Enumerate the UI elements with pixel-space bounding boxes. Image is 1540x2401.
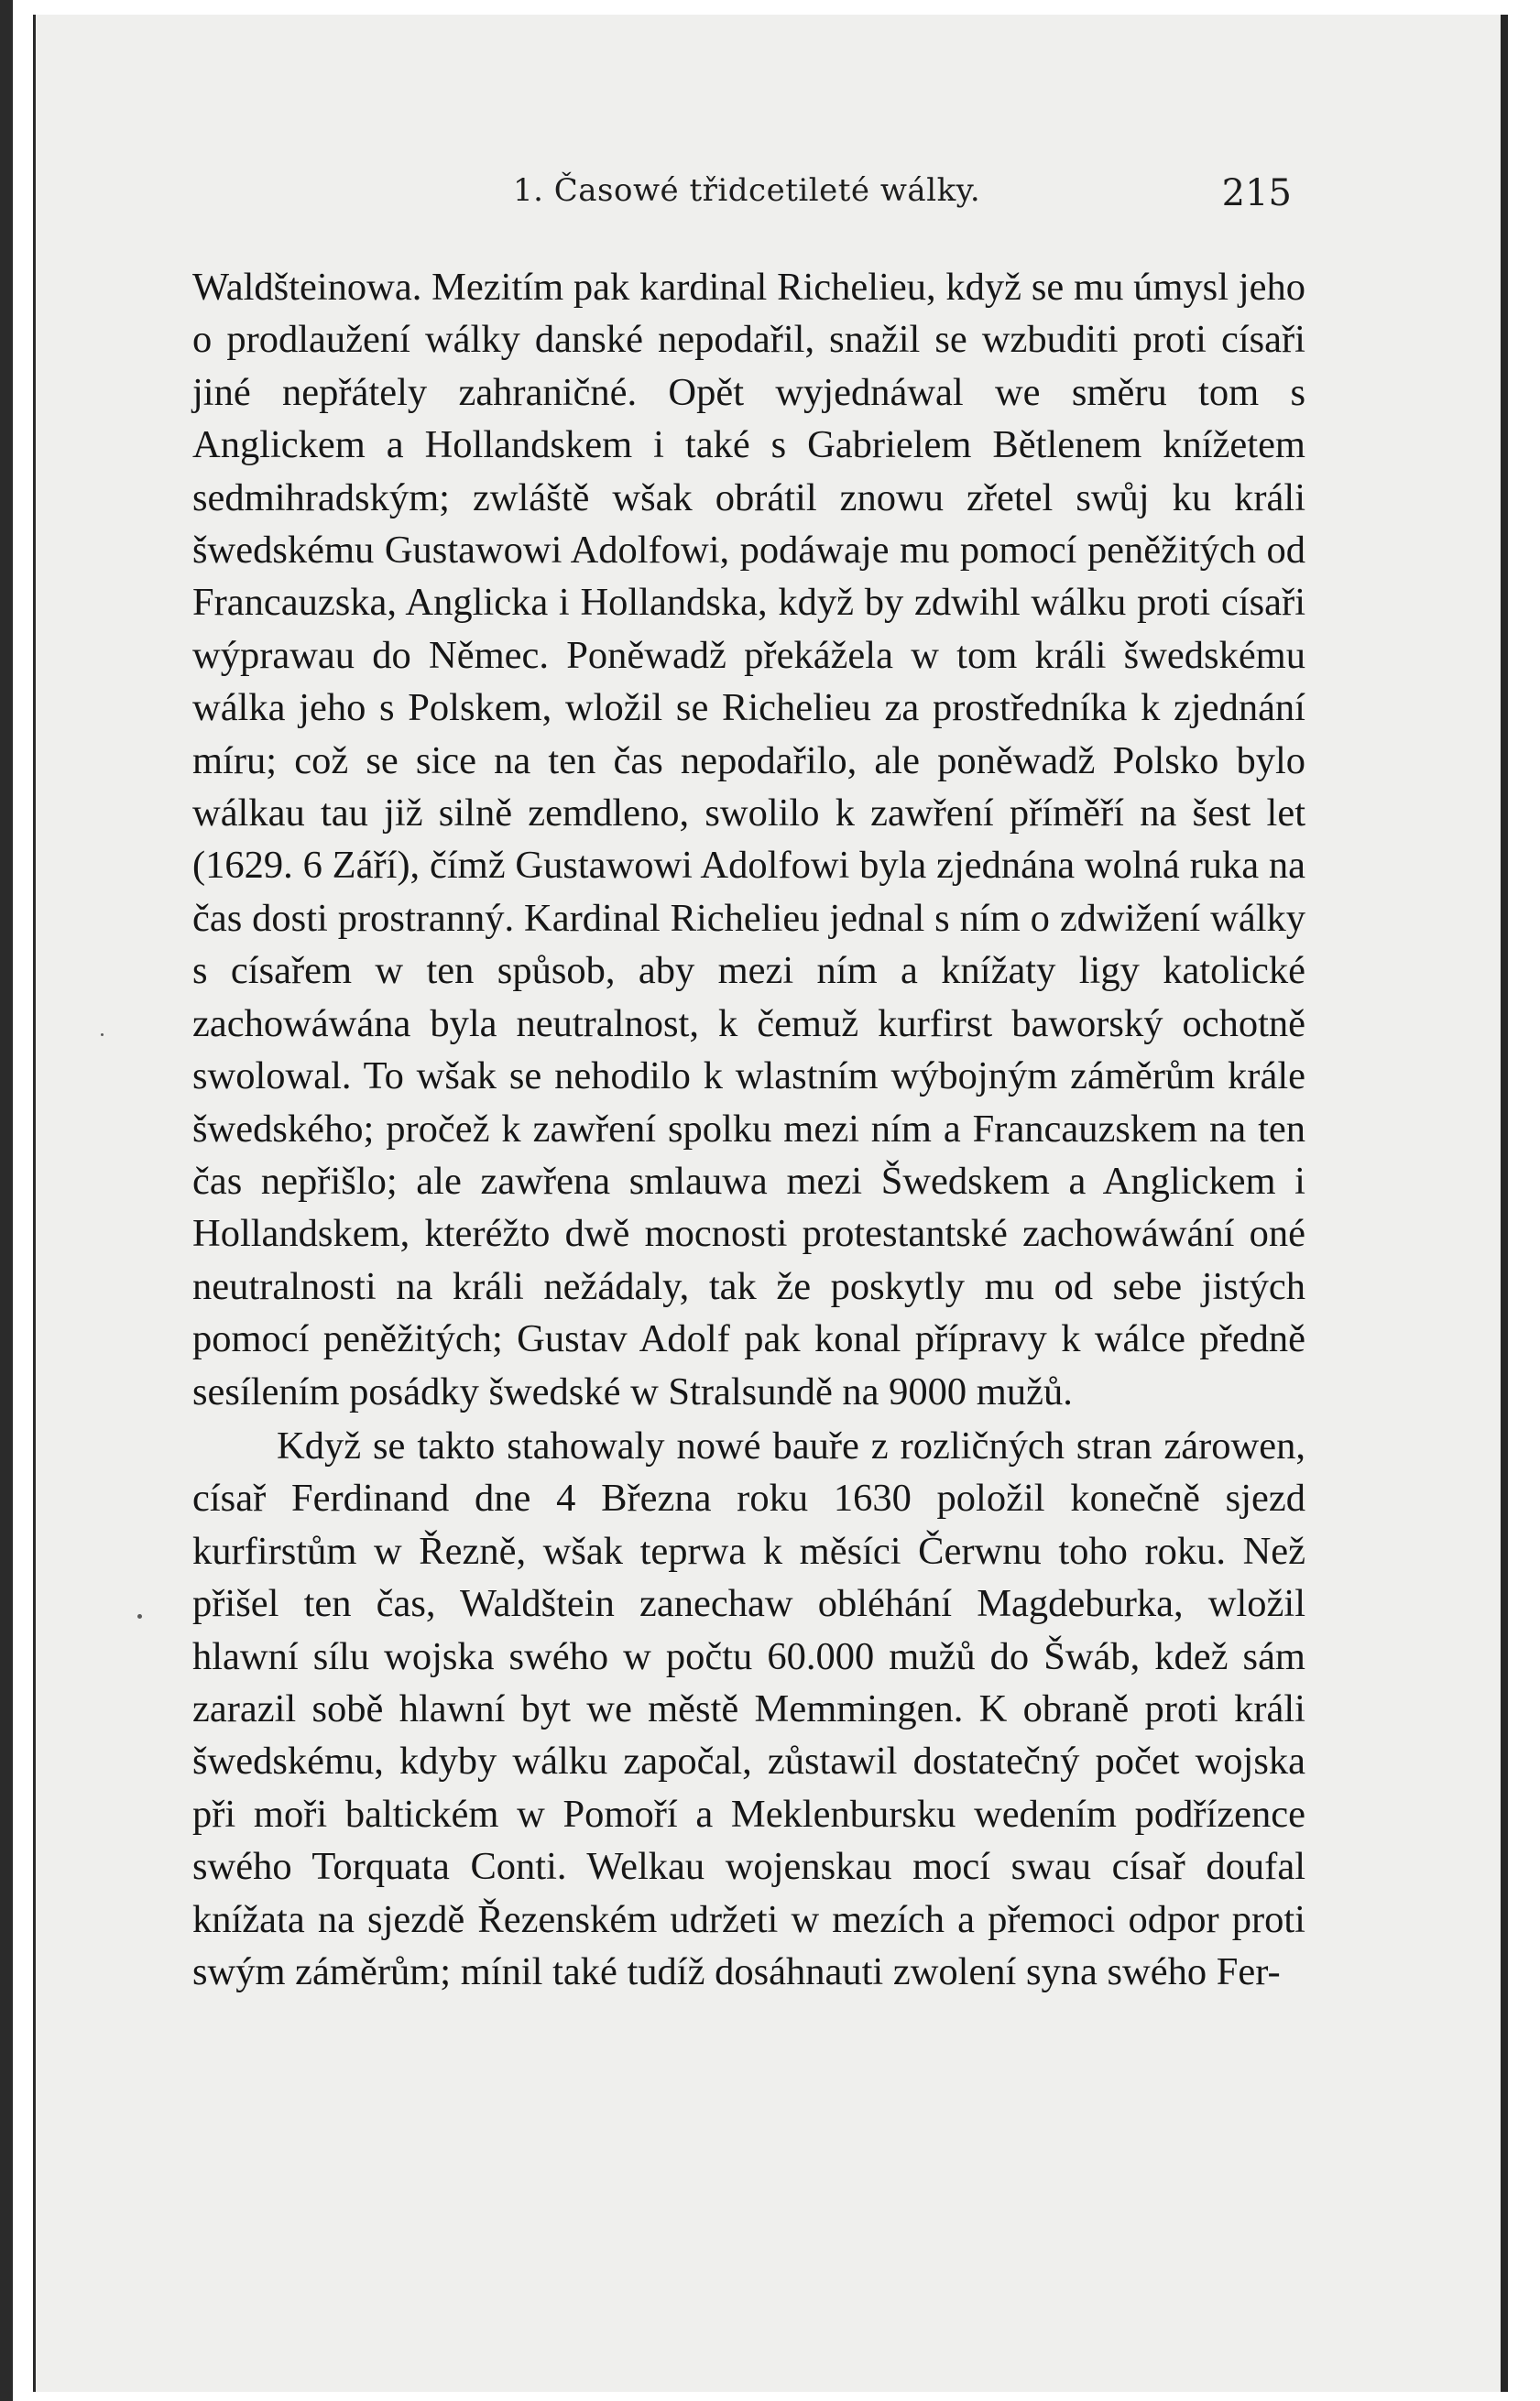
body-text: [192, 261, 1305, 1998]
page-number: 215: [1221, 172, 1292, 214]
scan-left-edge: [0, 0, 13, 2401]
paragraph-1: Waldšteinowa. Mezitím pak kardinal Richelieu, když se mu úmysl jeho o prodlaužení wálky danské nepodařil, snažil se wzbuditi proti císaři jiné nepřátely zahraničné. Opět wyjednáwal we směru tom s Anglickem a Hollandskem i také s Gabrielem Bětlenem knížetem sedmihradským; zwláště wšak obrátil znowu zřetel swůj ku králi šwedskému Gustawowi Adolfowi, podáwaje mu pomocí peněžitých od Francauzska, Anglicka i Hollandska, když by zdwihl wálku proti císaři wýprawau do Němec. Poněwadž překážela w tom králi šwedskému wálka jeho s Polskem, wložil se Richelieu za prostředníka k zjednání míru; což se sice na ten čas nepodařilo, ale poněwadž Polsko bylo wálkau tau již silně zemdleno, swolilo k zawření příměří na šest let (1629. 6 Září), čímž Gustawowi Adolfowi byla zjednána wolná ruka na čas dosti prostranný. Kardinal Richelieu jednal s ním o zdwižení wálky s císařem w ten spůsob, aby mezi ním a knížaty ligy katolické zachowáwána byla neutralnost, k čemuž kurfirst baworský ochotně swolowal. To wšak se nehodilo k wlastním wýbojným záměrům krále šwedského; pročež k zawření spolku mezi ním a Francauzskem na ten čas nepřišlo; ale zawřena smlauwa mezi Šwedskem a Anglickem i Hollandskem, kteréžto dwě mocnosti protestantské zachowáwání oné neutralnosti na králi nežádaly, tak že poskytly mu od sebe jistých pomocí peněžitých; Gustav Adolf pak konal přípravy k wálce předně sesílením posádky šwedské w Stralsundě na 9000 mužů.: [192, 266, 1305, 1413]
paragraph-2: Když se takto stahowaly nowé bauře z rozličných stran zárowen, císař Ferdinand dne 4 Března roku 1630 položil konečně sjezd kurfirstům w Řezně, wšak teprwa k měsíci Čerwnu toho roku. Než přišel ten čas, Waldštein zanechaw obléhání Magdeburka, wložil hlawní sílu wojska swého w počtu 60.000 mužů do Šwáb, kdež sám zarazil sobě hlawní byt we městě Memmingen. K obraně proti králi šwedskému, kdyby wálku započal, zůstawil dostatečný počet wojska při moři baltickém w Pomoří a Meklenbursku wedením podřízence swého Torquata Conti. Welkau wojenskau mocí swau císař doufal knížata na sjezdě Řezenském udržeti w mezích a přemoci odpor proti swým záměrům; mínil také tudíž dosáhnauti zwolení syna swého Fer-: [192, 1424, 1305, 1993]
scan-speck: [137, 1614, 142, 1619]
page-header: [486, 172, 1292, 218]
scan-speck: [101, 1033, 104, 1036]
running-head: 1. Časowé třidcetileté wálky.: [513, 172, 981, 209]
